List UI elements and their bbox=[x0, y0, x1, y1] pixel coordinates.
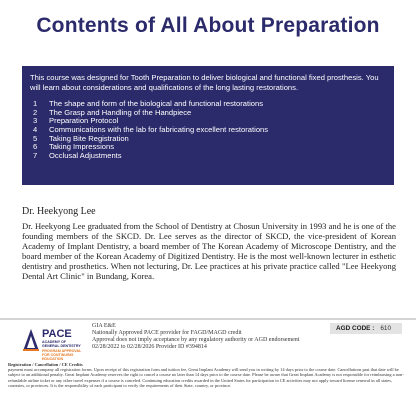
item-text: The Grasp and Handling of the Handpiece bbox=[49, 107, 192, 117]
speaker-bio bbox=[22, 206, 396, 281]
pace-line: Approval does not imply acceptance by any regulatory authority or AGD endorsement bbox=[92, 337, 300, 343]
item-number: 2 bbox=[33, 107, 38, 117]
course-contents-list bbox=[30, 100, 386, 160]
agd-code-box bbox=[330, 323, 402, 334]
item-text: Preparation Protocol bbox=[49, 116, 119, 126]
pace-logo-subtitle: ACADEMY OF GENERAL DENTISTRY bbox=[42, 340, 81, 349]
item-text: Taking Bite Registration bbox=[49, 133, 129, 143]
footer-divider bbox=[0, 318, 416, 320]
pace-line: GIA E&E bbox=[92, 323, 116, 329]
item-number: 7 bbox=[33, 150, 38, 160]
speaker-bio-text: Dr. Heekyong Lee graduated from the School of Dentistry at Chosun University in 1993 and he is one of the founding members of the SKCD. Dr. Lee serves as the director of SKCD, the vice-president of Korean Academy of Implant Dentistry, a board member of The Korean Academy of Microscope Dentistry, and the board member of the Korean Academy of Digitized Dentistry. He is the most well-known lecturer in esthetic dentistry and prosthetics. When not lecturing, Dr. Lee practices at his private practice called "Lee Heekyong Dental Art Clinic" in Bundang, Korea. bbox=[22, 221, 396, 281]
pace-logo-word: PACE bbox=[42, 328, 72, 340]
pace-logo-tagline: PROGRAM APPROVAL FOR CONTINUING EDUCATION bbox=[42, 349, 82, 362]
item-number: 5 bbox=[33, 133, 38, 143]
speaker-name: Dr. Heekyong Lee bbox=[22, 206, 96, 217]
pace-line: 02/28/2022 to 02/28/2026 Provider ID #394814 bbox=[92, 344, 207, 350]
list-item bbox=[30, 152, 386, 161]
item-number: 3 bbox=[33, 116, 38, 126]
agd-code-label: AGD CODE : bbox=[336, 325, 375, 332]
pace-line: Nationally Approved PACE provider for FAGD/MAGD credit bbox=[92, 330, 242, 336]
item-text: The shape and form of the biological and functional restorations bbox=[49, 99, 264, 109]
pace-mark-icon bbox=[22, 328, 40, 352]
page-title: Contents of All About Preparation bbox=[36, 14, 380, 37]
course-intro: This course was designed for Tooth Preparation to deliver biological and functional fixed prosthesis. You will learn about considerations and qualifications of the long lasting restorations. bbox=[30, 73, 379, 92]
agd-code-value: 610 bbox=[380, 325, 392, 332]
policy-body: payment must accompany all registration forms. Upon receipt of this registration form and tuition fee, Great Implant Academy will send you in writing by 14 days prior to the course date. Cancellations past that date will be subject to an additional penalty. Great Implant Academy reserves the right to cancel a course no later than 14 days prior to the course date. Please be aware that Great Implant Academy is not responsible for reimbursing a non-refundable airline ticket or any other travel expenses if a course is canceled. Continuing education credits awarded in the United States for participation in CE activities may not apply toward license renewal in all states, countries, or provinces. It is the responsibility of each participant to verify the requirements of their State, country, or province. bbox=[8, 367, 404, 388]
pace-approval-text bbox=[92, 323, 328, 351]
course-contents-box bbox=[22, 66, 394, 185]
item-number: 4 bbox=[33, 124, 38, 134]
item-number: 1 bbox=[33, 99, 38, 109]
item-text: Occlusal Adjustments bbox=[49, 150, 122, 160]
item-text: Taking Impressions bbox=[49, 142, 114, 152]
policy-heading: Registration / Cancellation / CE Credits bbox=[8, 362, 83, 367]
item-text: Communications with the lab for fabricating excellent restorations bbox=[49, 124, 269, 134]
registration-policy bbox=[8, 362, 408, 388]
item-number: 6 bbox=[33, 142, 38, 152]
